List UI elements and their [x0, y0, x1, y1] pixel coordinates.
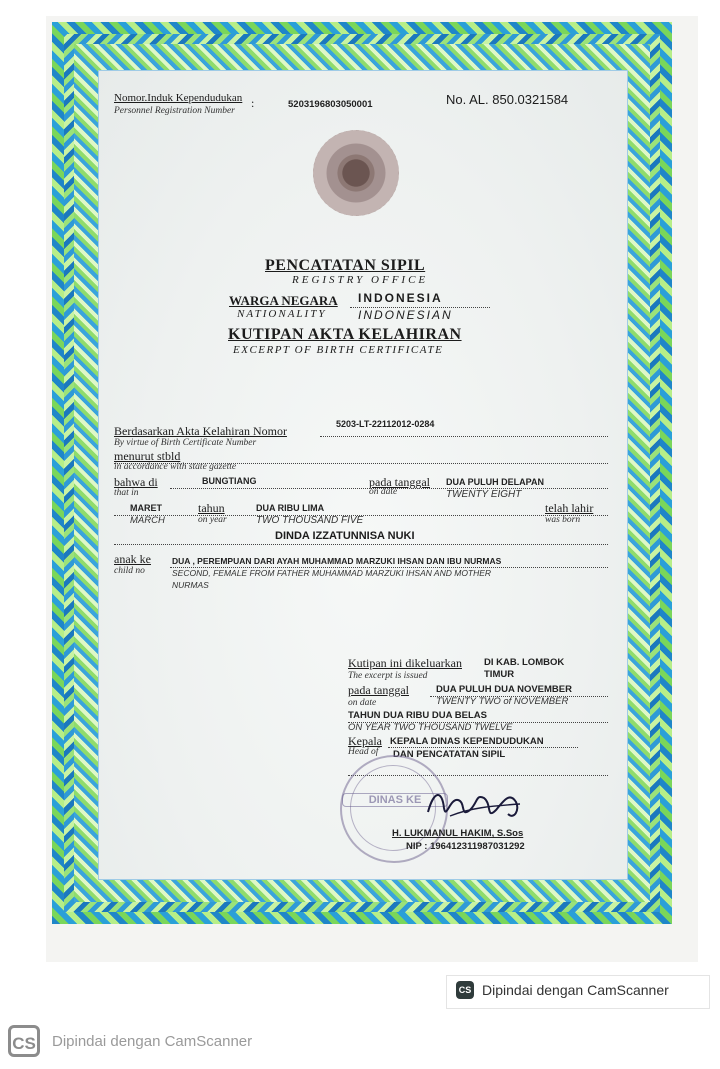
child-name: DINDA IZZATUNNISA NUKI — [275, 530, 415, 542]
child-desc-id: DUA , PEREMPUAN DARI AYAH MUHAMMAD MARZUKI IHSAN DAN IBU NURMAS — [172, 556, 502, 566]
issued-date-en: TWENTY TWO of NOVEMBER — [436, 696, 569, 707]
nik-colon: : — [251, 96, 255, 110]
registry-title: PENCATATAN SIPIL — [265, 257, 426, 274]
camscanner-text-2: Dipindai dengan CamScanner — [52, 1032, 253, 1050]
born-label-en: was born — [545, 515, 581, 525]
nik-value: 5203196803050001 — [288, 99, 373, 110]
garuda-seal-icon — [313, 130, 399, 216]
child-no-label: anak ke — [114, 552, 151, 566]
camscanner-text-1: Dipindai dengan CamScanner — [482, 982, 669, 999]
nik-label-en: Personnel Registration Number — [114, 106, 235, 116]
birth-month-id: MARET — [130, 503, 162, 513]
birth-year-en: TWO THOUSAND FIVE — [256, 515, 364, 526]
birth-month-en: MARCH — [130, 515, 165, 526]
birth-date-en: TWENTY EIGHT — [446, 489, 522, 500]
deed-label: Berdasarkan Akta Kelahiran Nomor — [114, 424, 287, 438]
head-label-en: Head of — [348, 747, 379, 757]
issued-label: Kutipan ini dikeluarkan — [348, 656, 462, 670]
issued-place-1: DI KAB. LOMBOK — [484, 657, 565, 668]
nationality-value: INDONESIA — [358, 291, 443, 305]
deed-number: 5203-LT-22112012-0284 — [336, 419, 435, 429]
excerpt-title-en: EXCERPT OF BIRTH CERTIFICATE — [233, 344, 444, 356]
issued-date-label-en: on date — [348, 698, 377, 708]
nik-label: Nomor.Induk Kependudukan — [114, 92, 243, 104]
issued-place-2: TIMUR — [484, 669, 515, 680]
year-label: tahun — [198, 501, 225, 515]
that-in-label-en: that in — [114, 488, 139, 498]
registry-title-en: REGISTRY OFFICE — [292, 274, 429, 286]
birth-year-id: DUA RIBU LIMA — [256, 503, 325, 513]
issued-year-id: TAHUN DUA RIBU DUA BELAS — [348, 710, 487, 721]
deed-label-en: By virtue of Birth Certificate Number — [114, 438, 257, 448]
excerpt-title: KUTIPAN AKTA KELAHIRAN — [228, 326, 462, 343]
on-date-label-en: on date — [369, 487, 398, 497]
nationality-value-en: INDONESIAN — [358, 308, 453, 322]
issued-date-id: DUA PULUH DUA NOVEMBER — [436, 684, 572, 695]
born-label: telah lahir — [545, 501, 594, 515]
issued-label-en: The excerpt is issued — [348, 671, 428, 681]
camscanner-logo-icon: CS — [456, 981, 474, 999]
on-date-label: pada tanggal — [369, 475, 430, 489]
nationality-label: WARGA NEGARA — [229, 293, 338, 308]
signatory-name: H. LUKMANUL HAKIM, S.Sos — [392, 828, 524, 839]
birth-place: BUNGTIANG — [202, 476, 257, 486]
child-desc-en-2: NURMAS — [172, 580, 209, 590]
nationality-label-en: NATIONALITY — [237, 308, 327, 320]
year-label-en: on year — [198, 515, 227, 525]
stbld-label-en: in accordance with state gazette — [114, 462, 237, 472]
certificate-number: No. AL. 850.0321584 — [446, 92, 569, 107]
office-line-1: KEPALA DINAS KEPENDUDUKAN — [390, 736, 544, 747]
birth-date-id: DUA PULUH DELAPAN — [446, 477, 544, 487]
issued-date-label: pada tanggal — [348, 683, 409, 697]
that-in-label: bahwa di — [114, 475, 158, 489]
stamp-label: DINAS KE — [342, 793, 448, 807]
signature-icon — [420, 780, 530, 830]
camscanner-logo-icon-large: CS — [8, 1025, 40, 1057]
stbld-label: menurut stbld — [114, 449, 181, 463]
office-line-2: DAN PENCATATAN SIPIL — [393, 749, 506, 760]
issued-year-en: ON YEAR TWO THOUSAND TWELVE — [348, 722, 513, 733]
head-label: Kepala — [348, 734, 382, 748]
child-no-label-en: child no — [114, 566, 145, 576]
child-desc-en-1: SECOND, FEMALE FROM FATHER MUHAMMAD MARZUKI IHSAN AND MOTHER — [172, 568, 492, 578]
signatory-nip: NIP : 196412311987031292 — [406, 841, 525, 852]
